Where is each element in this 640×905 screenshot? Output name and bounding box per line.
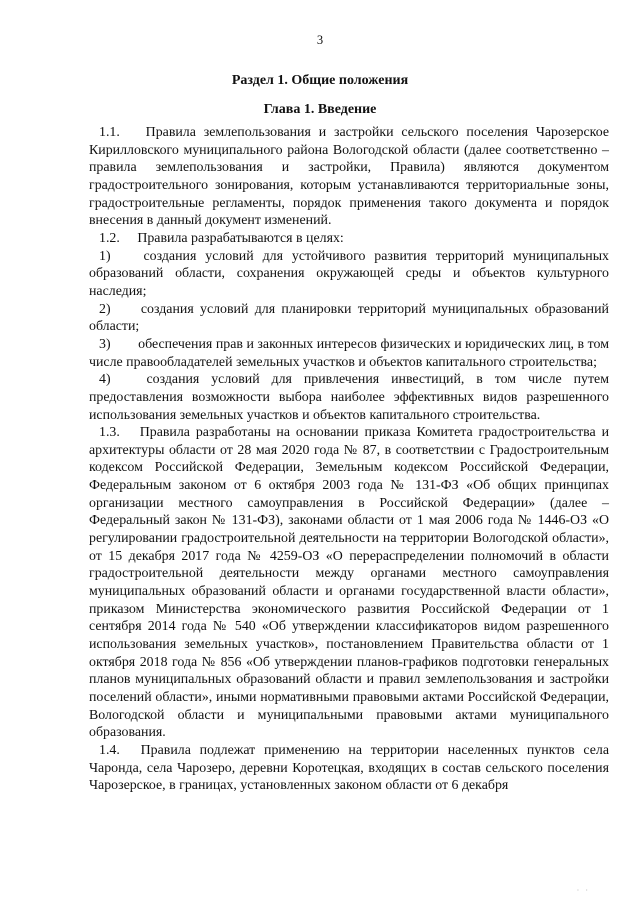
list-number: 1): [99, 248, 111, 264]
list-item-3: [89, 336, 609, 371]
paragraph-1-2: [89, 230, 609, 248]
list-text: создания условий для устойчивого развития территорий муниципальных образований области, сохранения окружающей среды и объектов культурного наследия;: [89, 248, 609, 299]
paragraph-1-4: [89, 742, 609, 795]
list-number: 3): [99, 336, 111, 352]
paragraph-1-1: [89, 124, 609, 230]
paragraph-text: Правила землепользования и застройки сельского поселения Чарозерское Кирилловского муниципального района Вологодской области (далее соответственно – правила землепользования и застройки, Правила) являются документом градостроительного зонирования, которым устанавливаются территориальные зоны, градостроительные регламенты, порядок применения такого документа и порядок внесения в данный документ изменений.: [89, 125, 609, 229]
paragraph-text: Правила разработаны на основании приказа Комитета градостроительства и архитектуры области от 28 мая 2020 года № 87, в соответствии с Градостроительным кодексом Российской Федерации, Земельным кодексом Российской Федерации, Федеральным законом от 6 октября 2003 года № 131-ФЗ «Об общих принципах организации местного самоуправления в Российской Федерации» (далее – Федеральный закон № 131-ФЗ), законами области от 1 мая 2006 года № 1446-ОЗ «О регулировании градостроительной деятельности на территории Вологодской области», от 15 декабря 2017 года № 4259-ОЗ «О перераспределении полномочий в области градостроительной деятельности между органами местного самоуправления муниципальных образований области и органами государственной власти области», приказом Министерства экономического развития Российской Федерации от 1 сентября 2014 года № 540 «Об утверждении классификаторов видом разрешенного использования земельных участков», постановлением Правительства области от 1 октября 2018 года № 856 «Об утверждении планов-графиков подготовки генеральных планов муниципальных образований области и правил землепользования и застройки поселений области», иными нормативными правовыми актами Российской Федерации, Вологодской области и муниципальными правовыми актами муниципального образования.: [89, 425, 609, 741]
list-number: 2): [99, 301, 111, 317]
chapter-title: Глава 1. Введение: [263, 102, 377, 117]
paragraph-number: 1.2.: [99, 230, 120, 246]
paragraph-number: 1.4.: [99, 742, 120, 758]
paragraph-text: Правила подлежат применению на территории населенных пунктов села Чаронда, села Чарозеро, деревни Коротецкая, входящих в состав сельского поселения Чарозерское, в границах, установленных законом области от 6 декабря: [89, 742, 609, 794]
scan-artifact-mark: · ·: [576, 886, 590, 895]
document-body: [89, 124, 609, 795]
paragraph-1-3: [89, 424, 609, 742]
paragraph-number: 1.1.: [99, 125, 120, 140]
list-text: создания условий для планировки территорий муниципальных образований области;: [89, 301, 609, 335]
list-item-4: [89, 371, 609, 424]
list-number: 4): [99, 372, 111, 388]
list-item-2: [89, 301, 609, 336]
paragraph-number: 1.3.: [99, 425, 120, 441]
page-number: 3: [316, 33, 324, 47]
paragraph-text: Правила разрабатываются в целях:: [137, 230, 344, 246]
list-text: создания условий для привлечения инвестиций, в том числе путем предоставления возможности выбора наиболее эффективных видов разрешенного использования земельных участков и объектов капитального строительства.: [89, 372, 609, 423]
list-text: обеспечения прав и законных интересов физических и юридических лиц, в том числе правообладателей земельных участков и объектов капитального строительства;: [89, 336, 609, 370]
section-title: Раздел 1. Общие положения: [231, 73, 409, 88]
list-item-1: [89, 248, 609, 301]
